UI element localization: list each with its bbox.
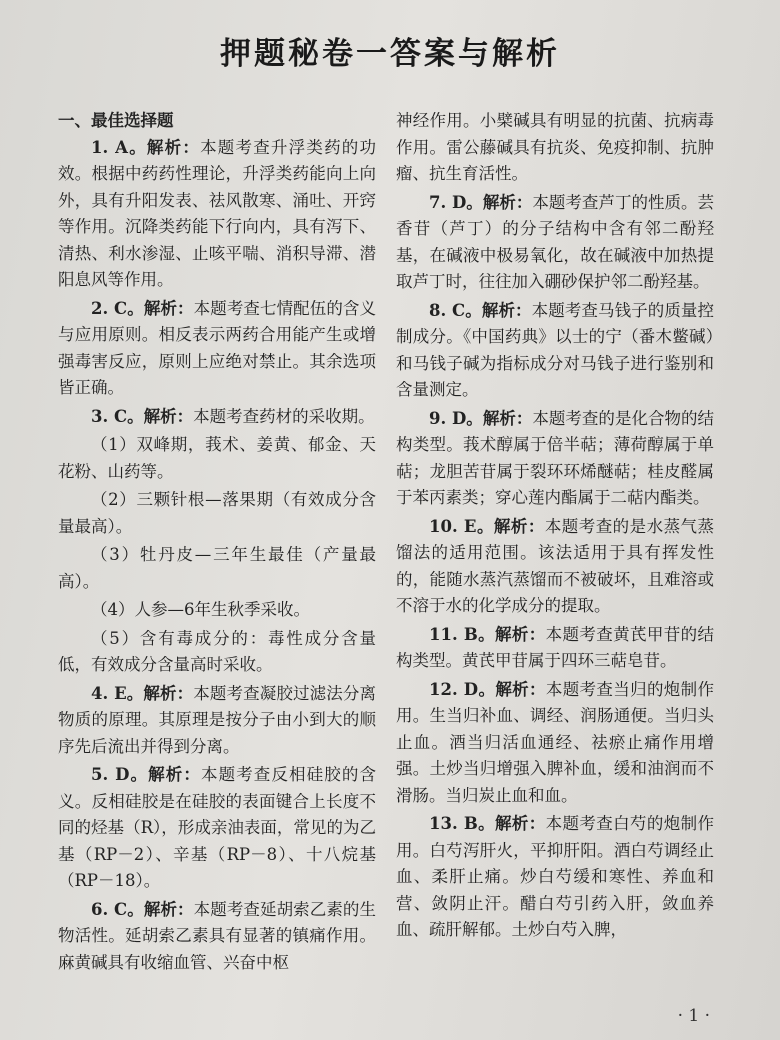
analysis-text: 本题考查白芍的炮制作用。白芍泻肝火，平抑肝阳。酒白芍调经止血、柔肝止痛。炒白芍缓和寒性、养血和营、敛阴止汗。醋白芍引药入肝，敛血养血、疏肝解郁。土炒白芍入脾， (396, 814, 714, 939)
answer-paragraph (58, 681, 376, 761)
answer-paragraph (396, 514, 714, 620)
answer-number: 2. C。 (91, 298, 144, 318)
answer-number: 11. B。 (429, 624, 496, 644)
analysis-label: 解析： (146, 137, 201, 157)
answer-paragraph (396, 406, 714, 512)
analysis-text: （1）双峰期，莪术、姜黄、郁金、天花粉、山药等。 (58, 435, 376, 481)
answer-paragraph (396, 811, 714, 944)
analysis-text: （2）三颗针根—落果期（有效成分含量最高）。 (58, 490, 376, 536)
answer-paragraph (396, 622, 714, 675)
analysis-text: 本题考查的是化合物的结构类型。莪术醇属于倍半萜；薄荷醇属于单萜；龙胆苦苷属于裂环环烯醚萜；桂皮醛属于苯丙素类；穿心莲内酯属于二萜内酯类。 (396, 408, 715, 507)
answer-paragraph (396, 298, 714, 404)
answer-number: 10. E。 (429, 516, 494, 536)
section-heading: 一、最佳选择题 (58, 111, 174, 130)
answer-number: 7. D。 (429, 192, 483, 212)
analysis-label: 解析： (143, 406, 194, 426)
analysis-label: 解析： (143, 298, 194, 318)
answer-paragraph (58, 897, 376, 977)
analysis-label: 解析： (482, 408, 533, 428)
analysis-label: 解析： (495, 624, 546, 644)
analysis-text: 本题考查的是水蒸气蒸馏法的适用范围。该法适用于具有挥发性的，能随水蒸汽蒸馏而不被破坏，且难溶或不溶于水的化学成分的提取。 (396, 516, 715, 615)
analysis-text: 神经作用。小檗碱具有明显的抗菌、抗病毒作用。雷公藤碱具有抗炎、免疫抑制、抗肿瘤、抗生育活性。 (396, 111, 714, 183)
analysis-text: 本题考查当归的炮制作用。生当归补血、调经、润肠通便。当归头止血。酒当归活血通经、祛瘀止痛作用增强。土炒当归增强入脾补血，缓和油润而不滑肠。当归炭止血和血。 (396, 679, 715, 805)
analysis-text: 本题考查药材的采收期。 (193, 406, 375, 426)
analysis-label: 解析： (495, 814, 546, 833)
analysis-text: 本题考查七情配伍的含义与应用原则。相反表示两药合用能产生或增强毒害反应，原则上应绝对禁止。其余选项皆正确。 (58, 298, 377, 397)
answer-number: 13. B。 (429, 814, 496, 833)
page-number: · 1 · (677, 1006, 710, 1026)
analysis-label: 解析： (148, 765, 201, 784)
answer-paragraph (58, 135, 376, 294)
answer-paragraph (58, 296, 376, 402)
answer-number: 6. C。 (91, 899, 144, 919)
answer-paragraph (396, 190, 714, 296)
analysis-label: 解析： (482, 192, 533, 212)
analysis-text: 本题考查升浮类药的功效。根据中药药性理论，升浮类药能向上向外，具有升阳发表、祛风散寒、涌吐、开窍等作用。沉降类药能下行向内，具有泻下、清热、利水渗湿、止咳平喘、消积导滞、潜阳息风等作用。 (58, 137, 377, 289)
left-column (58, 108, 376, 978)
analysis-text: 本题考查黄芪甲苷的结构类型。黄芪甲苷属于四环三萜皂苷。 (396, 624, 714, 670)
analysis-label: 解析： (495, 679, 546, 699)
analysis-label: 解析： (481, 300, 532, 320)
analysis-text: 本题考查马钱子的质量控制成分。《中国药典》以士的宁（番木鳖碱）和马钱子碱为指标成分对马钱子进行鉴别和含量测定。 (396, 300, 715, 399)
analysis-text: 本题考查凝胶过滤法分离物质的原理。其原理是按分子由小到大的顺序先后流出并得到分离。 (58, 683, 377, 756)
answer-number: 5. D。 (91, 765, 149, 784)
analysis-text: 本题考查反相硅胶的含义。反相硅胶是在硅胶的表面键合上长度不同的烃基（R），形成亲油表面，常见的为乙基（RP－2）、辛基（RP－8）、十八烷基（RP－18）。 (58, 765, 377, 890)
answer-number: 9. D。 (429, 408, 483, 428)
answer-number: 3. C。 (91, 406, 144, 426)
answer-paragraph (58, 626, 376, 679)
analysis-text: （3）牡丹皮—三年生最佳（产量最高）。 (58, 545, 376, 591)
answer-number: 12. D。 (429, 679, 496, 699)
answer-paragraph (58, 762, 376, 895)
answer-number: 1. A。 (91, 137, 147, 157)
analysis-text: 本题考查延胡索乙素的生物活性。延胡索乙素具有显著的镇痛作用。麻黄碱具有收缩血管、兴奋中枢 (58, 899, 377, 972)
analysis-text: （5）含有毒成分的：毒性成分含量低，有效成分含量高时采收。 (58, 628, 376, 674)
answer-paragraph (396, 108, 714, 188)
answer-paragraph (58, 597, 376, 624)
answer-paragraph (58, 404, 376, 431)
answer-paragraph (58, 487, 376, 540)
answer-paragraph (58, 542, 376, 595)
analysis-label: 解析： (143, 899, 194, 919)
analysis-label: 解析： (143, 683, 194, 703)
answer-paragraph (396, 677, 714, 810)
analysis-label: 解析： (493, 516, 545, 536)
right-column (396, 108, 714, 946)
answer-paragraph (58, 432, 376, 485)
answer-number: 4. E。 (91, 683, 144, 703)
answer-number: 8. C。 (429, 300, 482, 320)
page-title: 押题秘卷一答案与解析 (220, 36, 560, 72)
analysis-text: （4）人参—6年生秋季采收。 (91, 600, 310, 619)
analysis-text: 本题考查芦丁的性质。芸香苷（芦丁）的分子结构中含有邻二酚羟基，在碱液中极易氧化，故在碱液中加热提取芦丁时，往往加入硼砂保护邻二酚羟基。 (396, 192, 715, 291)
